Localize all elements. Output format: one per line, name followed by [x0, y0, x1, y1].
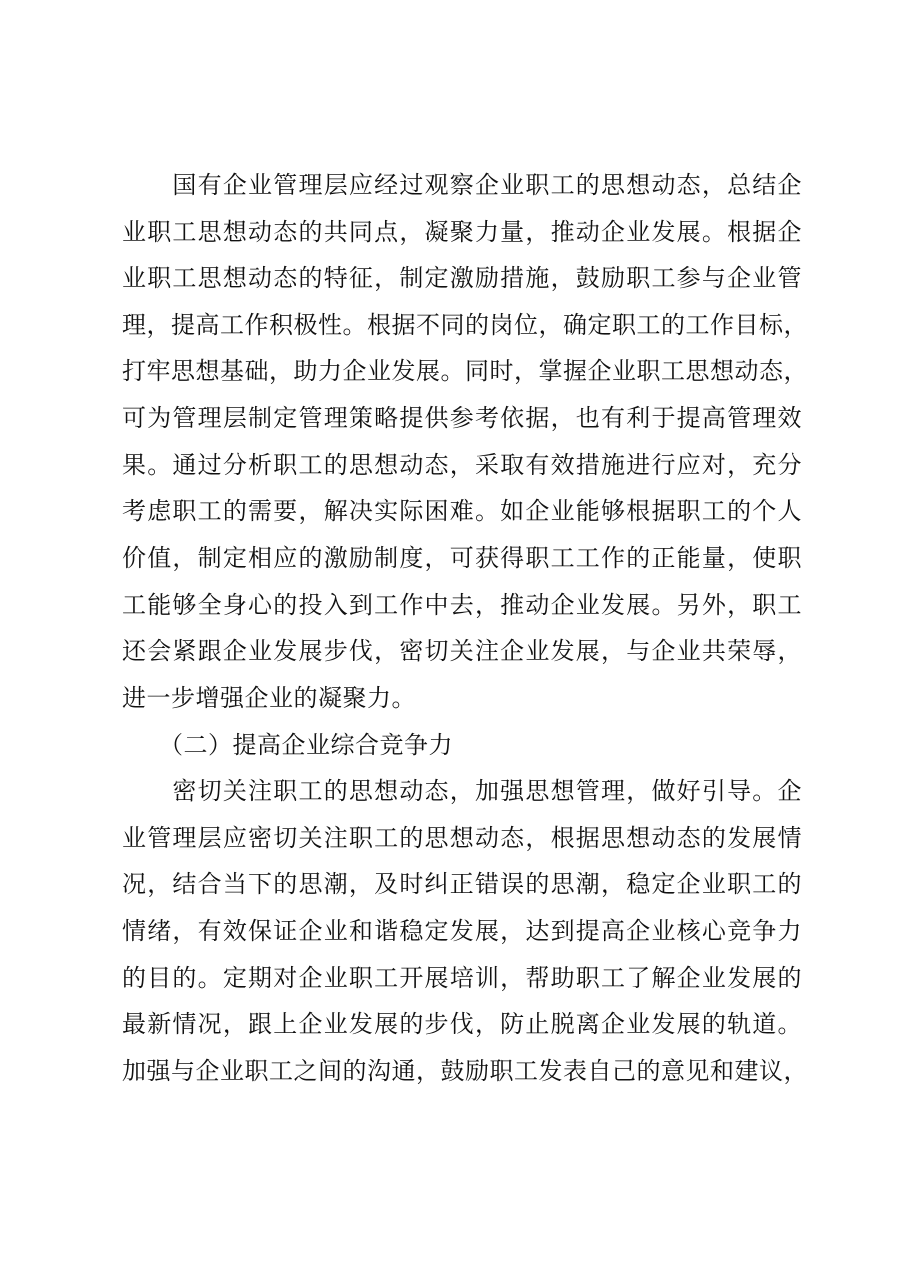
paragraph-line: 还会紧跟企业发展步伐，密切关注企业发展，与企业共荣辱， — [122, 637, 802, 665]
paragraph-line: 业管理层应密切关注职工的思想动态，根据思想动态的发展情 — [122, 824, 802, 852]
paragraph-line: 可为管理层制定管理策略提供参考依据，也有利于提高管理效 — [122, 404, 802, 432]
paragraph-line: 考虑职工的需要，解决实际困难。如企业能够根据职工的个人 — [122, 497, 802, 525]
section-heading: （二）提高企业综合竞争力 — [122, 731, 453, 759]
paragraph-line: 情绪，有效保证企业和谐稳定发展，达到提高企业核心竞争力 — [122, 917, 802, 945]
paragraph-line: 加强与企业职工之间的沟通，鼓励职工发表自己的意见和建议， — [122, 1057, 808, 1085]
paragraph-line: 果。通过分析职工的思想动态，采取有效措施进行应对，充分 — [122, 451, 802, 479]
paragraph-line: 的目的。定期对企业职工开展培训，帮助职工了解企业发展的 — [122, 964, 802, 992]
paragraph-line: 最新情况，跟上企业发展的步伐，防止脱离企业发展的轨道。 — [122, 1010, 802, 1038]
paragraph-line: 理，提高工作积极性。根据不同的岗位，确定职工的工作目标， — [122, 311, 808, 339]
paragraph-line: 工能够全身心的投入到工作中去，推动企业发展。另外，职工 — [122, 591, 802, 619]
paragraph-line: 打牢思想基础，助力企业发展。同时，掌握企业职工思想动态， — [122, 357, 808, 385]
paragraph-line: 业职工思想动态的共同点，凝聚力量，推动企业发展。根据企 — [122, 218, 802, 246]
paragraph-line: 国有企业管理层应经过观察企业职工的思想动态，总结企 — [122, 171, 802, 199]
paragraph-line: 密切关注职工的思想动态，加强思想管理，做好引导。企 — [122, 777, 802, 805]
paragraph-line: 业职工思想动态的特征，制定激励措施，鼓励职工参与企业管 — [122, 264, 802, 292]
paragraph-line: 价值，制定相应的激励制度，可获得职工工作的正能量，使职 — [122, 544, 802, 572]
paragraph-line: 况，结合当下的思潮，及时纠正错误的思潮，稳定企业职工的 — [122, 870, 802, 898]
paragraph-line: 进一步增强企业的凝聚力。 — [122, 684, 416, 712]
